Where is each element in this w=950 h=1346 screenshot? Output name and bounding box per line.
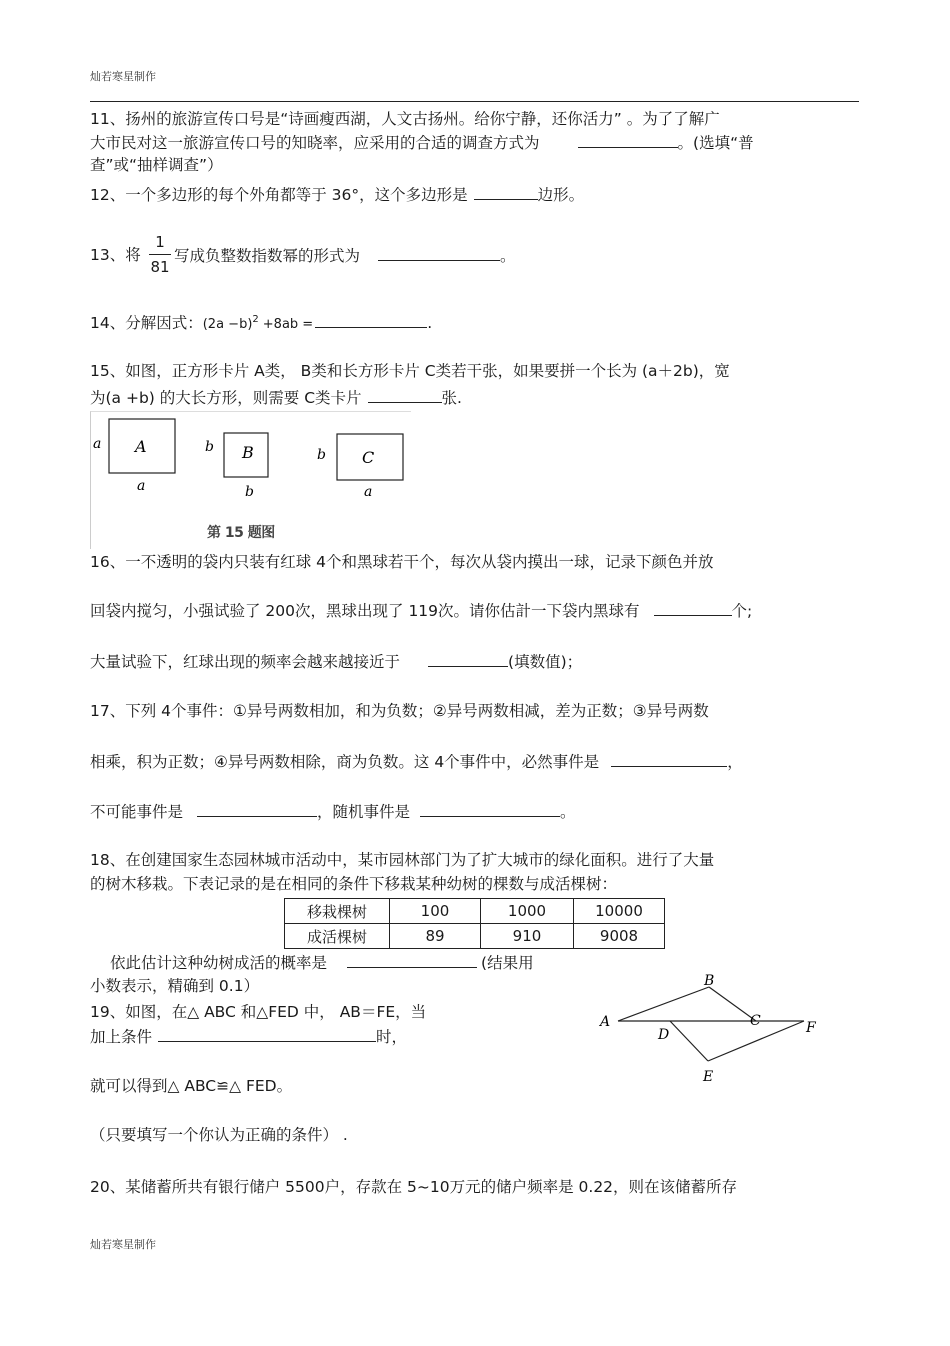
q11-line3: 查”或“抽样调查”） <box>90 156 223 174</box>
header-rule <box>90 101 859 102</box>
q19-line2-text: 加上条件 <box>90 1028 153 1046</box>
segment-ab <box>618 987 709 1021</box>
table-cell: 910 <box>481 924 574 949</box>
q14-tail: . <box>427 314 433 333</box>
table-cell: 移栽棵树 <box>285 899 390 924</box>
q17-line3 <box>90 800 576 823</box>
q18-line1: 18、在创建国家生态园林城市活动中，某市园林部门为了扩大城市的绿化面积。进行了大量 <box>90 851 715 869</box>
table-cell: 10000 <box>574 899 665 924</box>
q19-condition-blank[interactable] <box>158 1025 376 1042</box>
q14-expression-rest: +8ab = <box>262 317 314 333</box>
point-f-label: F <box>806 1020 816 1036</box>
footer-watermark: 灿若寒星制作 <box>90 1238 156 1251</box>
card-c-bottom-label: a <box>364 484 373 500</box>
q13-line <box>174 244 516 267</box>
q11-line2-text: 大市民对这一旅游宣传口号的知晓率，应采用的合适的调查方式为 <box>90 134 540 152</box>
q19-line1: 19、如图，在△ ABC 和△FED 中， AB＝FE，当 <box>90 1003 427 1021</box>
q17-line1: 17、下列 4个事件：①异号两数相加，和为负数；②异号两数相减，差为正数；③异号两数 <box>90 702 709 720</box>
segment-bc <box>709 987 756 1021</box>
q17-random-events-blank[interactable] <box>420 800 560 817</box>
table-row <box>285 899 665 924</box>
table-cell: 89 <box>390 924 481 949</box>
q16-black-balls-blank[interactable] <box>654 599 732 616</box>
q13-fraction-bar <box>149 254 171 255</box>
q12-line <box>90 183 584 206</box>
q18-probability-blank[interactable] <box>347 951 477 968</box>
card-c-side-label: b <box>317 447 326 463</box>
q13-tail: 。 <box>500 247 516 265</box>
q14-text: 14、分解因式： <box>90 314 203 333</box>
card-b-side-label: b <box>205 439 214 455</box>
table-cell: 100 <box>390 899 481 924</box>
q17-line2-text: 相乘，积为正数；④异号两数相除，商为负数。这 4个事件中，必然事件是 <box>90 753 600 771</box>
q16-line3 <box>90 650 582 673</box>
q19-line3: 就可以得到△ ABC≌△ FED。 <box>90 1077 293 1095</box>
q13-prefix: 13、将 <box>90 246 141 264</box>
q15-line2-text: 为(a +b) 的大长方形，则需要 C类卡片 <box>90 389 362 407</box>
point-a-label: A <box>600 1014 611 1030</box>
table-cell: 9008 <box>574 924 665 949</box>
q12-text: 12、一个多边形的每个外角都等于 36°，这个多边形是 <box>90 186 468 204</box>
q13-fraction-denominator: 81 <box>150 258 170 276</box>
q17-line3-tail: 。 <box>560 803 576 821</box>
q14-expression: (2a −b) <box>202 317 253 333</box>
point-e-label: E <box>703 1069 714 1085</box>
q17-line2-tail: ， <box>727 753 743 771</box>
card-c-label: C <box>362 448 375 467</box>
q14-answer-blank[interactable] <box>315 311 427 328</box>
q14-line <box>90 309 432 336</box>
q11-line1: 11、扬州的旅游宣传口号是“诗画瘦西湖，人文古扬州。给你宁静，还你活力” 。为了了解广 <box>90 110 720 128</box>
table-cell: 成活棵树 <box>285 924 390 949</box>
q11-answer-blank[interactable] <box>578 131 678 148</box>
q19-triangle-figure <box>590 970 830 1090</box>
q19-line2-tail: 时， <box>376 1028 408 1046</box>
q18-line4: 小数表示，精确到 0.1） <box>90 977 260 995</box>
q13-fraction-numerator: 1 <box>155 233 165 251</box>
card-a-label: A <box>135 437 147 456</box>
q12-tail: 边形。 <box>537 186 585 204</box>
q15-figure-caption: 第 15 题图 <box>207 525 275 541</box>
segment-de <box>670 1021 708 1061</box>
q17-line3-text: 不可能事件是 <box>90 803 184 821</box>
q13-answer-blank[interactable] <box>378 244 500 261</box>
q18-line3 <box>110 951 534 974</box>
q16-line2-text: 回袋内搅匀，小强试验了 200次，黑球出现了 119次。请你估計一下袋内黑球有 <box>90 602 640 620</box>
q16-line1: 16、一不透明的袋内只装有红球 4个和黑球若干个，每次从袋内摸出一球，记录下颜色并放 <box>90 553 714 571</box>
table-row <box>285 924 665 949</box>
q17-line2 <box>90 750 743 773</box>
q15-line2 <box>90 386 462 409</box>
q13-text: 写成负整数指数幂的形式为 <box>174 247 361 265</box>
q18-line3-text: 依此估计这种幼树成活的概率是 <box>110 954 328 972</box>
card-a-bottom-label: a <box>137 478 146 494</box>
card-a-side-label: a <box>93 436 102 452</box>
q11-line2-tail: 。(选填“普 <box>677 134 754 152</box>
q16-line2-tail: 个; <box>731 602 753 620</box>
q11-line2 <box>90 131 754 154</box>
card-b-label: B <box>242 443 254 462</box>
q15-line2-tail: 张. <box>441 389 462 407</box>
q18-line2: 的树木移栽。下表记录的是在相同的条件下移栽某种幼树的棵数与成活棵树： <box>90 875 618 893</box>
point-c-label: C <box>750 1013 761 1029</box>
q16-frequency-blank[interactable] <box>428 650 508 667</box>
q18-line3-tail: (结果用 <box>481 954 534 972</box>
q16-line3-tail: (填数值)； <box>508 653 583 671</box>
q16-line3-text: 大量试验下，红球出现的频率会越来越接近于 <box>90 653 401 671</box>
point-b-label: B <box>704 973 715 989</box>
q14-exponent: 2 <box>252 314 259 325</box>
q17-line3-mid: ，随机事件是 <box>317 803 411 821</box>
q17-impossible-events-blank[interactable] <box>197 800 317 817</box>
q15-line1: 15、如图，正方形卡片 A类， B类和长方形卡片 C类若干张，如果要拼一个长为 (a＋2b)，宽 <box>90 362 730 380</box>
q12-answer-blank[interactable] <box>474 183 538 200</box>
q15-answer-blank[interactable] <box>368 386 442 403</box>
q15-figure <box>90 411 411 549</box>
header-watermark: 灿若寒星制作 <box>90 70 156 83</box>
table-cell: 1000 <box>481 899 574 924</box>
q20-line1: 20、某储蓄所共有银行储户 5500户，存款在 5~10万元的储户频率是 0.22，则在该储蓄所存 <box>90 1178 738 1196</box>
q19-line2 <box>90 1025 407 1048</box>
q17-certain-events-blank[interactable] <box>611 750 727 767</box>
q18-data-table <box>284 898 665 949</box>
q19-line4: （只要填写一个你认为正确的条件） . <box>90 1126 348 1144</box>
point-d-label: D <box>658 1027 670 1043</box>
q16-line2 <box>90 599 752 622</box>
card-b-bottom-label: b <box>245 484 254 500</box>
